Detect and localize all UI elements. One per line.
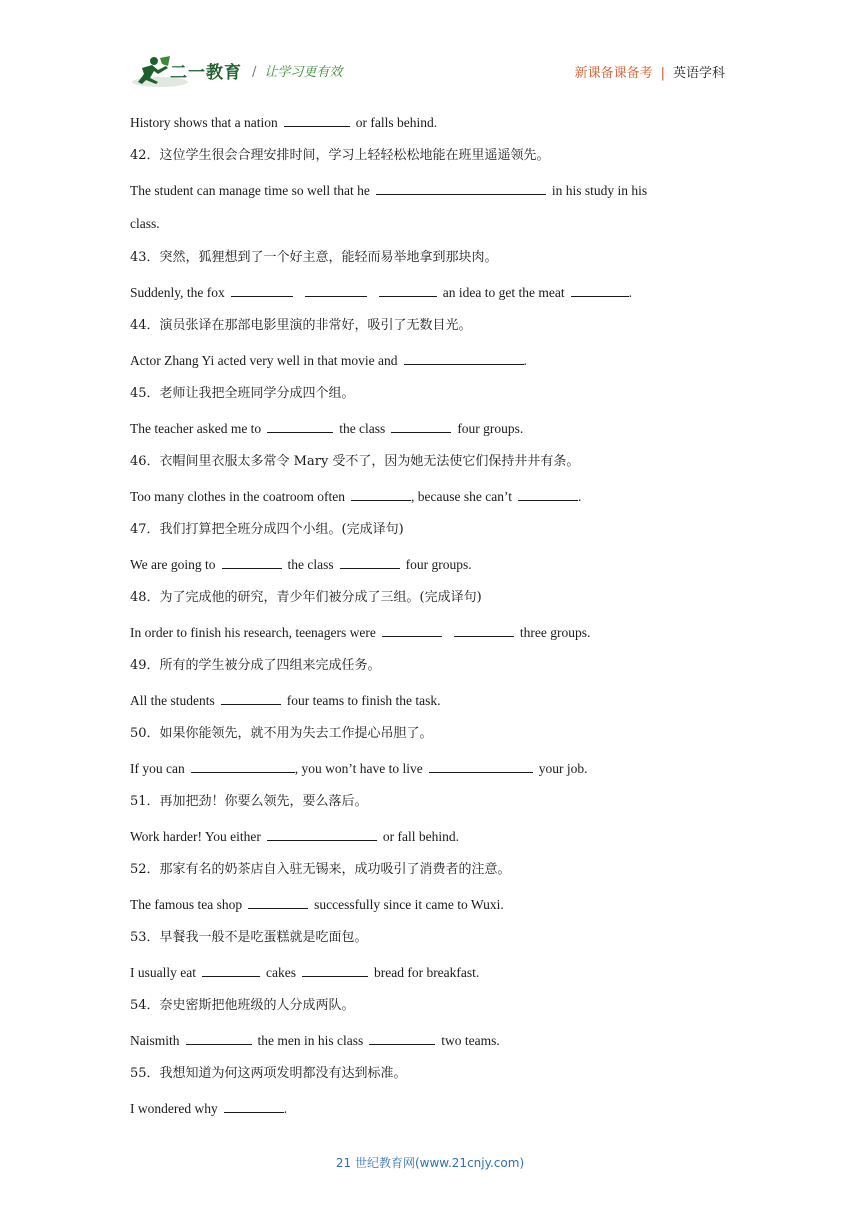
question-48-chinese: 48．为了完成他的研究，青少年们被分成了三组。(完成译句): [130, 590, 482, 605]
question-54-chinese: 54．奈史密斯把他班级的人分成两队。: [130, 998, 355, 1013]
text: four groups.: [457, 421, 524, 436]
question-55-english: [130, 1098, 287, 1119]
question-53-chinese: 53．早餐我一般不是吃蛋糕就是吃面包。: [130, 930, 368, 945]
answer-blank: [231, 282, 293, 297]
text: If you can: [130, 761, 185, 776]
answer-blank: [376, 180, 546, 195]
answer-blank: [302, 962, 368, 977]
answer-blank: [186, 1030, 252, 1045]
question-49-english: [130, 690, 440, 711]
question-52-english: [130, 894, 504, 915]
text: In order to finish his research, teenagers were: [130, 625, 376, 640]
question-55-chinese: 55．我想知道为何这两项发明都没有达到标准。: [130, 1066, 407, 1081]
text: or fall behind.: [382, 829, 459, 844]
text: .: [628, 285, 632, 300]
question-42-english: [130, 180, 647, 201]
text: , you won’t have to live: [294, 761, 423, 776]
answer-blank: [191, 758, 295, 773]
question-51-chinese: 51．再加把劲！你要么领先，要么落后。: [130, 794, 368, 809]
text: We are going to: [130, 557, 216, 572]
answer-blank: [518, 486, 578, 501]
text: All the students: [130, 693, 215, 708]
question-42-chinese: 42．这位学生很会合理安排时间，学习上轻轻松松地能在班里遥遥领先。: [130, 148, 550, 163]
text: .: [577, 489, 582, 504]
question-50-english: [130, 758, 587, 779]
header-right: [575, 62, 725, 81]
slogan-text: 让学习更有效: [264, 65, 343, 80]
logo: [130, 54, 242, 90]
question-52-chinese: 52．那家有名的奶茶店自入驻无锡来，成功吸引了消费者的注意。: [130, 862, 511, 877]
text: your job.: [538, 761, 588, 776]
question-45-english: [130, 418, 523, 439]
text: Naismith: [130, 1033, 180, 1048]
text: four teams to finish the task.: [286, 693, 441, 708]
text: Too many clothes in the coatroom often: [130, 489, 345, 504]
question-53-english: [130, 962, 479, 983]
question-54-english: [130, 1030, 500, 1051]
text: Work harder! You either: [130, 829, 261, 844]
answer-blank: [571, 282, 629, 297]
question-49-chinese: 49．所有的学生被分成了四组来完成任务。: [130, 658, 381, 673]
answer-blank: [221, 690, 281, 705]
text: .: [523, 353, 527, 368]
text: an idea to get the meat: [442, 285, 565, 300]
answer-blank: [454, 622, 514, 637]
text: I wondered why: [130, 1101, 218, 1116]
question-44-english: [130, 350, 527, 371]
text: cakes: [265, 965, 296, 980]
header-separator: |: [660, 66, 665, 81]
text: three groups.: [519, 625, 591, 640]
answer-blank: [202, 962, 260, 977]
question-50-chinese: 50．如果你能领先，就不用为失去工作提心吊胆了。: [130, 726, 433, 741]
answer-blank: [248, 894, 308, 909]
question-44-chinese: 44．演员张译在那部电影里演的非常好，吸引了无数目光。: [130, 318, 472, 333]
text: Actor Zhang Yi acted very well in that movie and: [130, 353, 398, 368]
brand-name: 二一教育: [170, 63, 242, 83]
answer-blank: [382, 622, 442, 637]
answer-blank: [222, 554, 282, 569]
question-43-chinese: 43．突然，狐狸想到了一个好主意，能轻而易举地拿到那块肉。: [130, 250, 498, 265]
answer-blank: [404, 350, 524, 365]
answer-blank: [379, 282, 437, 297]
page-footer[interactable]: 21 世纪教育网(www.21cnjy.com): [335, 1156, 525, 1170]
text: in his study in his: [551, 183, 648, 198]
answer-blank: [429, 758, 533, 773]
text: , because she can’t: [411, 489, 512, 504]
header-subject: 英语学科: [672, 66, 725, 81]
answer-blank: [305, 282, 367, 297]
text: The student can manage time so well that he: [130, 183, 370, 198]
question-47-chinese: 47．我们打算把全班分成四个小组。(完成译句): [130, 522, 404, 537]
answer-blank: [340, 554, 400, 569]
text: History shows that a nation: [130, 115, 278, 130]
text: the class: [339, 421, 386, 436]
question-48-english: [130, 622, 590, 643]
answer-blank: [267, 418, 333, 433]
question-42-english-cont: class.: [130, 216, 160, 231]
answer-blank: [267, 826, 377, 841]
answer-blank: [391, 418, 451, 433]
text: The famous tea shop: [130, 897, 243, 912]
question-47-english: [130, 554, 472, 575]
text: or falls behind.: [355, 115, 438, 130]
text: two teams.: [441, 1033, 500, 1048]
text: The teacher asked me to: [130, 421, 262, 436]
question-46-english: [130, 486, 581, 507]
question-line: [130, 112, 437, 133]
slogan-slash: /: [252, 65, 257, 80]
text: Suddenly, the fox: [130, 285, 225, 300]
answer-blank: [284, 112, 350, 127]
text: .: [283, 1101, 288, 1116]
slogan: [252, 61, 342, 80]
text: I usually eat: [130, 965, 196, 980]
text: four groups.: [405, 557, 472, 572]
question-46-chinese: 46．衣帽间里衣服太多常令 Mary 受不了，因为她无法使它们保持井井有条。: [130, 454, 580, 469]
question-51-english: [130, 826, 459, 847]
text: successfully since it came to Wuxi.: [314, 897, 504, 912]
header-course-label: 新课备课备考: [574, 66, 653, 81]
page-header: [130, 54, 725, 90]
text: bread for breakfast.: [373, 965, 480, 980]
text: the class: [287, 557, 334, 572]
question-45-chinese: 45．老师让我把全班同学分成四个组。: [130, 386, 355, 401]
answer-blank: [351, 486, 411, 501]
text: the men in his class: [257, 1033, 364, 1048]
answer-blank: [224, 1098, 284, 1113]
answer-blank: [369, 1030, 435, 1045]
question-43-english: [130, 282, 632, 303]
